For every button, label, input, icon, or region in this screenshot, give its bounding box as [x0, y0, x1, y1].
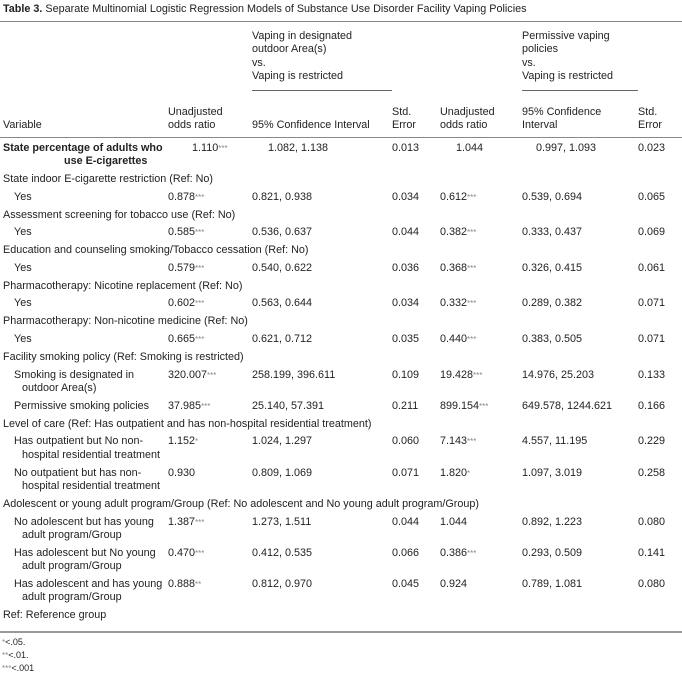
ci-1: 258.199, 396.611 [252, 368, 336, 381]
odds-ratio-2: 1.044 [440, 515, 468, 528]
ci-2: 0.333, 0.437 [522, 226, 583, 239]
ci-1: 0.621, 0.712 [252, 333, 313, 346]
std-error-2: 0.023 [638, 141, 666, 154]
odds-ratio-2: 1.044 [456, 141, 484, 154]
footnote-text: <.001 [11, 662, 35, 673]
footnote [2, 662, 680, 675]
std-error-1: 0.013 [392, 141, 420, 154]
table-row [0, 224, 682, 242]
header-spacer [168, 22, 252, 90]
std-error-1: 0.071 [392, 466, 420, 479]
row-label: Assessment screening for tobacco use (Ref: No) [3, 208, 236, 221]
row-label: Has adolescent but No young adult program/Group [14, 546, 156, 573]
header-spacer [0, 22, 168, 90]
ci-2: 1.097, 3.019 [522, 466, 583, 479]
std-error-1: 0.034 [392, 297, 420, 310]
odds-ratio-1: 0.665*** [168, 333, 205, 346]
row-label: Facility smoking policy (Ref: Smoking is restricted) [3, 350, 244, 363]
std-error-1: 0.060 [392, 435, 420, 448]
std-error-1: 0.066 [392, 546, 420, 559]
footnote-stars: *** [2, 663, 12, 673]
odds-ratio-2: 0.368*** [440, 261, 477, 274]
odds-ratio-1: 0.888** [168, 577, 202, 590]
odds-ratio-2: 0.612*** [440, 190, 477, 203]
footnote-text: <.05. [5, 636, 26, 647]
odds-ratio-2: 19.428*** [440, 368, 483, 381]
row-label: Yes [14, 226, 32, 239]
row-label: Has adolescent and has young adult program/Group [14, 577, 163, 604]
significance-stars: *** [467, 228, 477, 238]
significance-stars: *** [467, 192, 477, 202]
table-row [0, 260, 682, 278]
std-error-1: 0.044 [392, 515, 420, 528]
odds-ratio-1: 0.878*** [168, 190, 205, 203]
table-row [0, 545, 682, 576]
row-label: Level of care (Ref: Has outpatient and has non-hospital residential treatment) [3, 417, 372, 430]
odds-ratio-2: 1.820* [440, 466, 471, 479]
ci-1: 0.536, 0.637 [252, 226, 313, 239]
header-spacer [434, 22, 522, 90]
significance-stars: *** [201, 401, 211, 411]
std-error-2: 0.166 [638, 399, 666, 412]
ci-2: 0.383, 0.505 [522, 333, 583, 346]
significance-stars: *** [195, 299, 205, 309]
ci-2: 0.293, 0.509 [522, 546, 583, 559]
footnote-stars: ** [2, 650, 9, 660]
ci-1: 0.563, 0.644 [252, 297, 313, 310]
ci-1: 0.540, 0.622 [252, 261, 313, 274]
row-label: Education and counseling smoking/Tobacco cessation (Ref: No) [3, 244, 309, 257]
row-label: Yes [14, 333, 32, 346]
footnote-text: <.01. [8, 649, 29, 660]
significance-stars: ** [195, 579, 202, 589]
row-label: State percentage of adults who use E-cigarettes [3, 141, 163, 168]
header-or2: Unadjusted odds ratio [440, 106, 495, 132]
table-row [0, 295, 682, 313]
odds-ratio-2: 0.924 [440, 577, 468, 590]
table-row [0, 576, 682, 607]
odds-ratio-1: 320.007*** [168, 368, 217, 381]
significance-stars: * [467, 468, 471, 478]
significance-stars: *** [195, 228, 205, 238]
std-error-2: 0.071 [638, 297, 666, 310]
significance-stars: *** [479, 401, 489, 411]
row-label: Yes [14, 261, 32, 274]
std-error-2: 0.069 [638, 226, 666, 239]
header-spacer [392, 22, 434, 90]
significance-stars: *** [207, 370, 217, 380]
category-row [0, 349, 682, 367]
odds-ratio-1: 1.387*** [168, 515, 205, 528]
std-error-2: 0.229 [638, 435, 666, 448]
table-title: Table 3. Separate Multinomial Logistic Regression Models of Substance Use Disorder Facility Vaping Policies [3, 3, 527, 15]
category-row [0, 242, 682, 260]
category-row [0, 313, 682, 331]
significance-stars: *** [218, 143, 228, 153]
table-row [0, 464, 682, 495]
table-row [0, 366, 682, 397]
odds-ratio-1: 0.930 [168, 466, 196, 479]
ci-1: 1.082, 1.138 [268, 141, 329, 154]
row-label: Has outpatient but No non-hospital residential treatment [14, 435, 161, 461]
header-or1: Unadjusted odds ratio [168, 106, 223, 132]
significance-stars: *** [195, 335, 205, 345]
significance-stars: *** [467, 335, 477, 345]
odds-ratio-2: 0.382*** [440, 226, 477, 239]
row-label: Smoking is designated in outdoor Area(s) [14, 368, 135, 394]
header-variable: Variable [3, 119, 42, 132]
std-error-2: 0.071 [638, 333, 666, 346]
category-row [0, 496, 682, 514]
header-ci2: 95% Confidence Interval [522, 106, 602, 132]
std-error-2: 0.258 [638, 466, 666, 479]
table-row [0, 137, 682, 171]
category-row [0, 206, 682, 224]
odds-ratio-2: 7.143*** [440, 435, 477, 448]
group1-header: Vaping in designated outdoor Area(s) vs. Vaping is restricted [252, 22, 392, 90]
row-label: Permissive smoking policies [14, 399, 150, 412]
category-row [0, 607, 682, 625]
odds-ratio-1: 0.585*** [168, 226, 205, 239]
table-row [0, 331, 682, 349]
ci-1: 1.273, 1.511 [252, 515, 312, 528]
footnotes [0, 633, 682, 675]
row-label: Pharmacotherapy: Non-nicotine medicine (Ref: No) [3, 315, 248, 328]
ci-1: 0.412, 0.535 [252, 546, 313, 559]
std-error-2: 0.133 [638, 368, 666, 381]
ci-2: 0.539, 0.694 [522, 190, 583, 203]
header-se1: Std. Error [392, 106, 416, 132]
significance-stars: *** [195, 263, 205, 273]
ci-2: 14.976, 25.203 [522, 368, 595, 381]
row-label: No adolescent but has young adult program/Group [14, 515, 154, 541]
odds-ratio-1: 0.470*** [168, 546, 205, 559]
significance-stars: *** [467, 299, 477, 309]
row-label: No outpatient but has non-hospital residential treatment [14, 466, 161, 492]
odds-ratio-1: 1.152* [168, 435, 199, 448]
odds-ratio-2: 0.386*** [440, 546, 477, 559]
significance-stars: * [195, 437, 199, 447]
std-error-2: 0.061 [638, 261, 666, 274]
std-error-1: 0.034 [392, 190, 420, 203]
std-error-1: 0.109 [392, 368, 420, 381]
odds-ratio-1: 1.110*** [192, 141, 228, 154]
std-error-2: 0.141 [638, 546, 666, 559]
ci-1: 0.812, 0.970 [252, 577, 313, 590]
category-row [0, 278, 682, 296]
table-row [0, 398, 682, 416]
row-label: Ref: Reference group [3, 609, 107, 622]
std-error-2: 0.065 [638, 190, 666, 203]
ci-1: 25.140, 57.391 [252, 399, 325, 412]
std-error-2: 0.080 [638, 577, 666, 590]
table-row [0, 189, 682, 207]
ci-2: 649.578, 1244.621 [522, 399, 613, 412]
significance-stars: *** [467, 548, 477, 558]
ci-2: 0.789, 1.081 [522, 577, 583, 590]
ci-2: 0.892, 1.223 [522, 515, 583, 528]
row-label: Adolescent or young adult program/Group (Ref: No adolescent and No young adult program/Group) [3, 497, 479, 510]
row-label: Yes [14, 297, 32, 310]
significance-stars: *** [195, 548, 205, 558]
header-se2: Std. Error [638, 106, 662, 132]
std-error-1: 0.045 [392, 577, 420, 590]
row-label: Yes [14, 190, 32, 203]
ci-1: 1.024, 1.297 [252, 435, 313, 448]
header-spacer [638, 22, 682, 90]
category-row [0, 415, 682, 433]
std-error-1: 0.036 [392, 261, 420, 274]
std-error-2: 0.080 [638, 515, 666, 528]
significance-stars: *** [467, 263, 477, 273]
category-row [0, 171, 682, 189]
ci-2: 0.326, 0.415 [522, 261, 583, 274]
significance-stars: *** [195, 192, 205, 202]
significance-stars: *** [473, 370, 483, 380]
odds-ratio-2: 0.332*** [440, 297, 477, 310]
odds-ratio-1: 0.602*** [168, 297, 205, 310]
odds-ratio-1: 37.985*** [168, 399, 211, 412]
ci-1: 0.809, 1.069 [252, 466, 313, 479]
ci-2: 0.289, 0.382 [522, 297, 583, 310]
footnote [2, 636, 680, 649]
significance-stars: *** [467, 437, 477, 447]
ci-2: 0.997, 1.093 [536, 141, 597, 154]
table-row [0, 433, 682, 464]
footnote-stars: * [2, 637, 6, 647]
std-error-1: 0.035 [392, 333, 420, 346]
results-table [0, 22, 682, 625]
odds-ratio-2: 0.440*** [440, 333, 477, 346]
odds-ratio-1: 0.579*** [168, 261, 205, 274]
odds-ratio-2: 899.154*** [440, 399, 489, 412]
header-ci1: 95% Confidence Interval [252, 119, 370, 132]
std-error-1: 0.044 [392, 226, 420, 239]
ci-2: 4.557, 11.195 [522, 435, 588, 448]
std-error-1: 0.211 [392, 399, 419, 412]
significance-stars: *** [195, 517, 205, 527]
group2-header: Permissive vaping policies vs. Vaping is restricted [522, 22, 638, 90]
table-row [0, 513, 682, 544]
ci-1: 0.821, 0.938 [252, 190, 313, 203]
row-label: State indoor E-cigarette restriction (Ref: No) [3, 173, 214, 185]
row-label: Pharmacotherapy: Nicotine replacement (Ref: No) [3, 279, 243, 292]
